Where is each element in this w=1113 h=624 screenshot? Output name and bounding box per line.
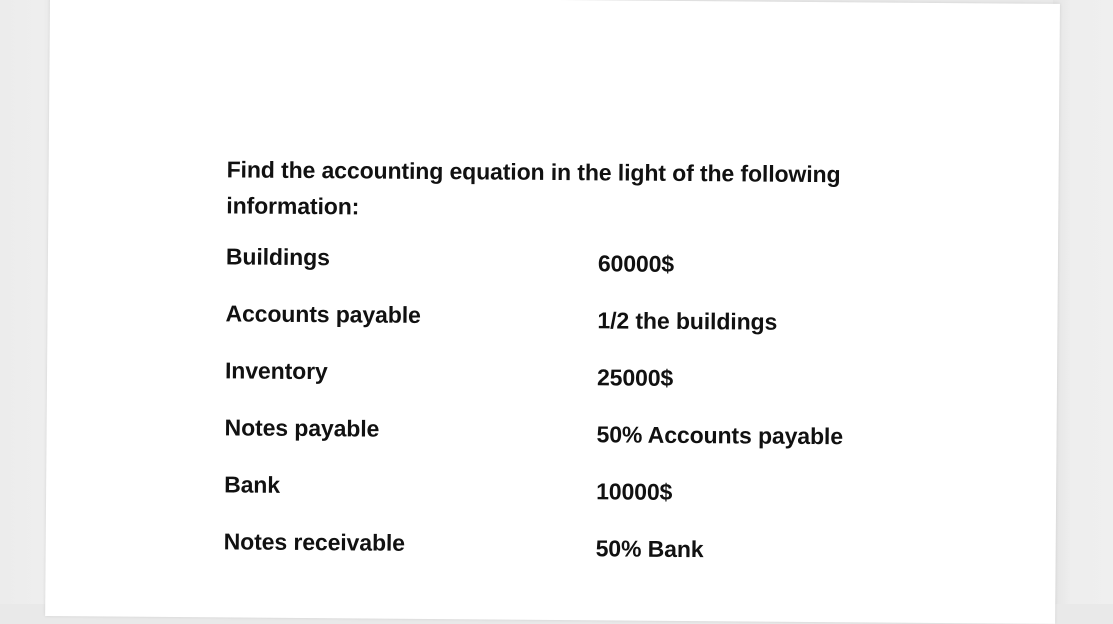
item-label: Accounts payable	[225, 300, 421, 328]
document-page	[45, 0, 1060, 624]
item-value: 25000$	[596, 364, 674, 391]
list-item	[224, 414, 944, 477]
list-item	[225, 300, 945, 363]
list-item	[224, 471, 944, 534]
item-value: 60000$	[597, 250, 675, 277]
item-label: Notes receivable	[223, 528, 406, 556]
item-label: Buildings	[225, 243, 330, 271]
background-right	[1053, 0, 1113, 604]
item-label: Notes payable	[224, 414, 380, 442]
item-list	[223, 243, 946, 591]
list-item	[223, 528, 943, 591]
list-item	[226, 243, 946, 306]
item-label: Bank	[224, 471, 281, 498]
item-value: 10000$	[596, 478, 673, 505]
list-item	[225, 357, 945, 420]
item-value: 50% Bank	[595, 535, 704, 563]
problem-prompt: Find the accounting equation in the light of the following information:	[226, 156, 841, 220]
item-value: 1/2 the buildings	[597, 307, 778, 335]
problem-content	[223, 151, 946, 591]
item-label: Inventory	[224, 357, 328, 385]
item-value: 50% Accounts payable	[596, 421, 844, 450]
